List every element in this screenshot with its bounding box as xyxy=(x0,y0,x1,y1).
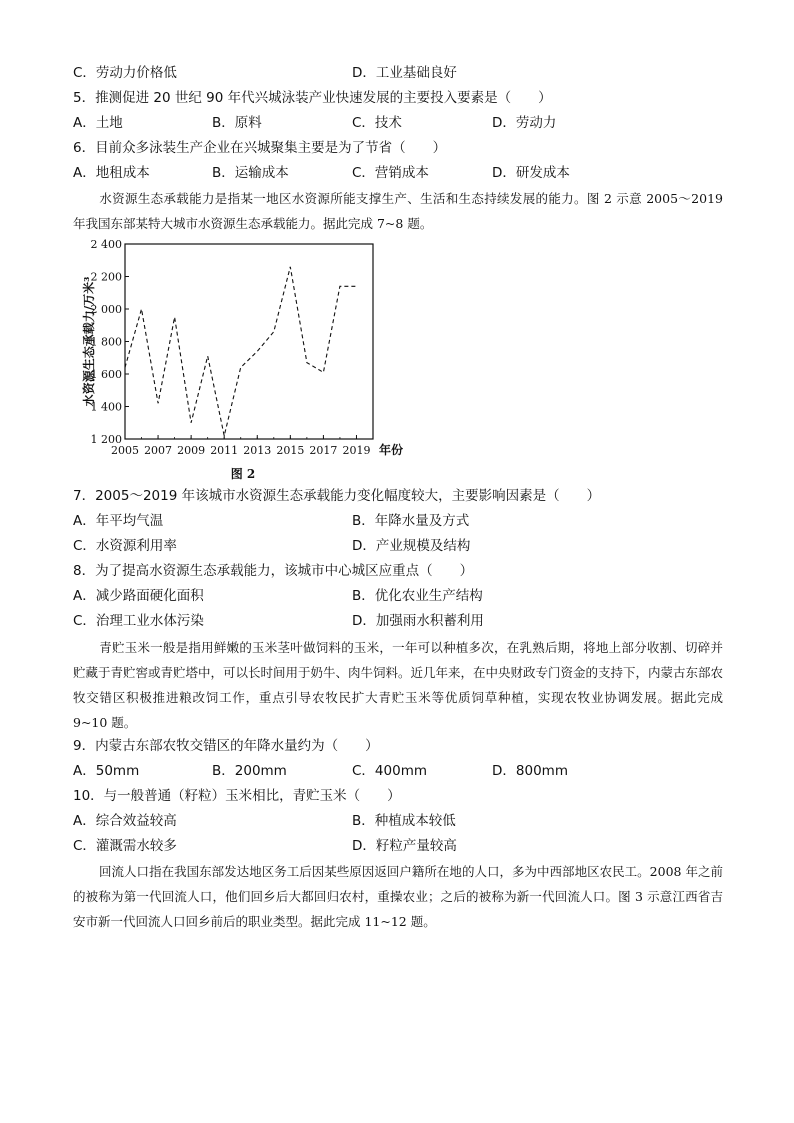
chart-axes xyxy=(125,244,373,439)
passage-water xyxy=(73,186,723,236)
q6-option-c: C．营销成本 xyxy=(352,165,429,181)
q7-option-a: A．年平均气温 xyxy=(73,513,164,529)
chart-y-label: 水资源生态承载力/万米³ xyxy=(82,276,96,407)
chart-x-ticks xyxy=(111,435,370,457)
q7-option-c: C．水资源利用率 xyxy=(73,538,177,554)
q5-option-b: B．原料 xyxy=(212,115,262,131)
chart-plot-frame xyxy=(125,244,373,439)
chart-y-tick-label: 1 800 xyxy=(90,335,122,349)
q8-option-d: D．加强雨水积蓄利用 xyxy=(352,613,484,629)
q9-stem: 9．内蒙古东部农牧交错区的年降水量约为（ ） xyxy=(73,738,379,754)
q10-option-a: A．综合效益较高 xyxy=(73,813,177,829)
chart-y-tick-label: 2 200 xyxy=(90,270,122,284)
chart-y-tick-label: 2 400 xyxy=(90,238,122,251)
q8-option-c: C．治理工业水体污染 xyxy=(73,613,204,629)
q5-option-d: D．劳动力 xyxy=(492,115,557,131)
chart-x-tick-label: 2019 xyxy=(342,444,371,457)
q6-option-d: D．研发成本 xyxy=(492,165,570,181)
chart-y-tick-label: 1 200 xyxy=(90,433,122,446)
q4-option-d: D．工业基础良好 xyxy=(352,65,457,81)
q9-option-b: B．200mm xyxy=(212,763,287,779)
passage-corn xyxy=(73,635,723,735)
q9-option-a: A．50mm xyxy=(73,763,140,779)
chart-x-tick-label: 2013 xyxy=(243,444,272,457)
passage-corn-text: 青贮玉米一般是指用鲜嫩的玉米茎叶做饲料的玉米，一年可以种植多次，在乳熟后期，将地上部分收割、切碎并贮藏于青贮窖或青贮塔中，可以长时间用于奶牛、肉牛饲料。近几年来，在中央财政专门资金的支持下，内蒙古东部农牧交错区积极推进粮改饲工作，重点引导农牧民扩大青贮玉米等优质饲草种植，实现农牧业协调发展。据此完成 9~10 题。 xyxy=(73,640,724,730)
chart-caption: 图 2 xyxy=(230,467,256,481)
q9-option-c: C．400mm xyxy=(352,763,427,779)
q9-option-d: D．800mm xyxy=(492,763,568,779)
q5-stem: 5．推测促进 20 世纪 90 年代兴城泳装产业快速发展的主要投入要素是（ ） xyxy=(73,90,552,106)
chart-y-ticks xyxy=(91,238,130,446)
water-capacity-chart xyxy=(75,234,415,482)
chart-x-tick-label: 2017 xyxy=(309,444,338,457)
q10-option-d: D．籽粒产量较高 xyxy=(352,838,457,854)
q10-stem: 10．与一般普通（籽粒）玉米相比，青贮玉米（ ） xyxy=(73,788,401,804)
q5-option-a: A．土地 xyxy=(73,115,123,131)
chart-y-tick-label: 1 600 xyxy=(90,368,122,381)
chart-y-tick-label: 1 400 xyxy=(90,400,122,414)
q10-option-c: C．灌溉需水较多 xyxy=(73,838,177,854)
passage-water-text: 水资源生态承载能力是指某一地区水资源所能支撑生产、生活和生态持续发展的能力。图 2 示意 2005～2019 年我国东部某特大城市水资源生态承载能力。据此完成 7~8 题。 xyxy=(73,191,723,231)
q4-option-c: C．劳动力价格低 xyxy=(73,65,177,81)
passage-return-text: 回流人口指在我国东部发达地区务工后因某些原因返回户籍所在地的人口，多为中西部地区农民工。2008 年之前的被称为第一代回流人口，他们回乡后大都回归农村，重操农业；之后的被称为新一代回流人口。图 3 示意江西省吉安市新一代回流人口回乡前后的职业类型。据此完成 11~12 题。 xyxy=(73,864,723,929)
chart-y-tick-label: 2 000 xyxy=(90,303,122,316)
chart-x-tick-label: 2011 xyxy=(210,444,239,457)
chart-x-tick-label: 2005 xyxy=(111,444,139,457)
q8-option-b: B．优化农业生产结构 xyxy=(352,588,483,604)
chart-x-tick-label: 2007 xyxy=(144,444,173,457)
q7-stem: 7．2005～2019 年该城市水资源生态承载能力变化幅度较大，主要影响因素是（ ） xyxy=(73,488,601,504)
q5-option-c: C．技术 xyxy=(352,115,402,131)
q10-option-b: B．种植成本较低 xyxy=(352,813,456,829)
q7-option-b: B．年降水量及方式 xyxy=(352,513,470,529)
chart-x-tick-label: 2009 xyxy=(177,444,206,457)
q6-option-a: A．地租成本 xyxy=(73,165,150,181)
q7-option-d: D．产业规模及结构 xyxy=(352,538,471,554)
q6-stem: 6．目前众多泳装生产企业在兴城聚集主要是为了节省（ ） xyxy=(73,140,447,156)
chart-x-tick-label: 2015 xyxy=(276,444,305,457)
q8-option-a: A．减少路面硬化面积 xyxy=(73,588,204,604)
q8-stem: 8．为了提高水资源生态承载能力，该城市中心城区应重点（ ） xyxy=(73,563,474,579)
chart-series-line xyxy=(125,267,357,436)
chart-x-label: 年份 xyxy=(379,443,404,457)
passage-return xyxy=(73,859,723,934)
q6-option-b: B．运输成本 xyxy=(212,165,289,181)
